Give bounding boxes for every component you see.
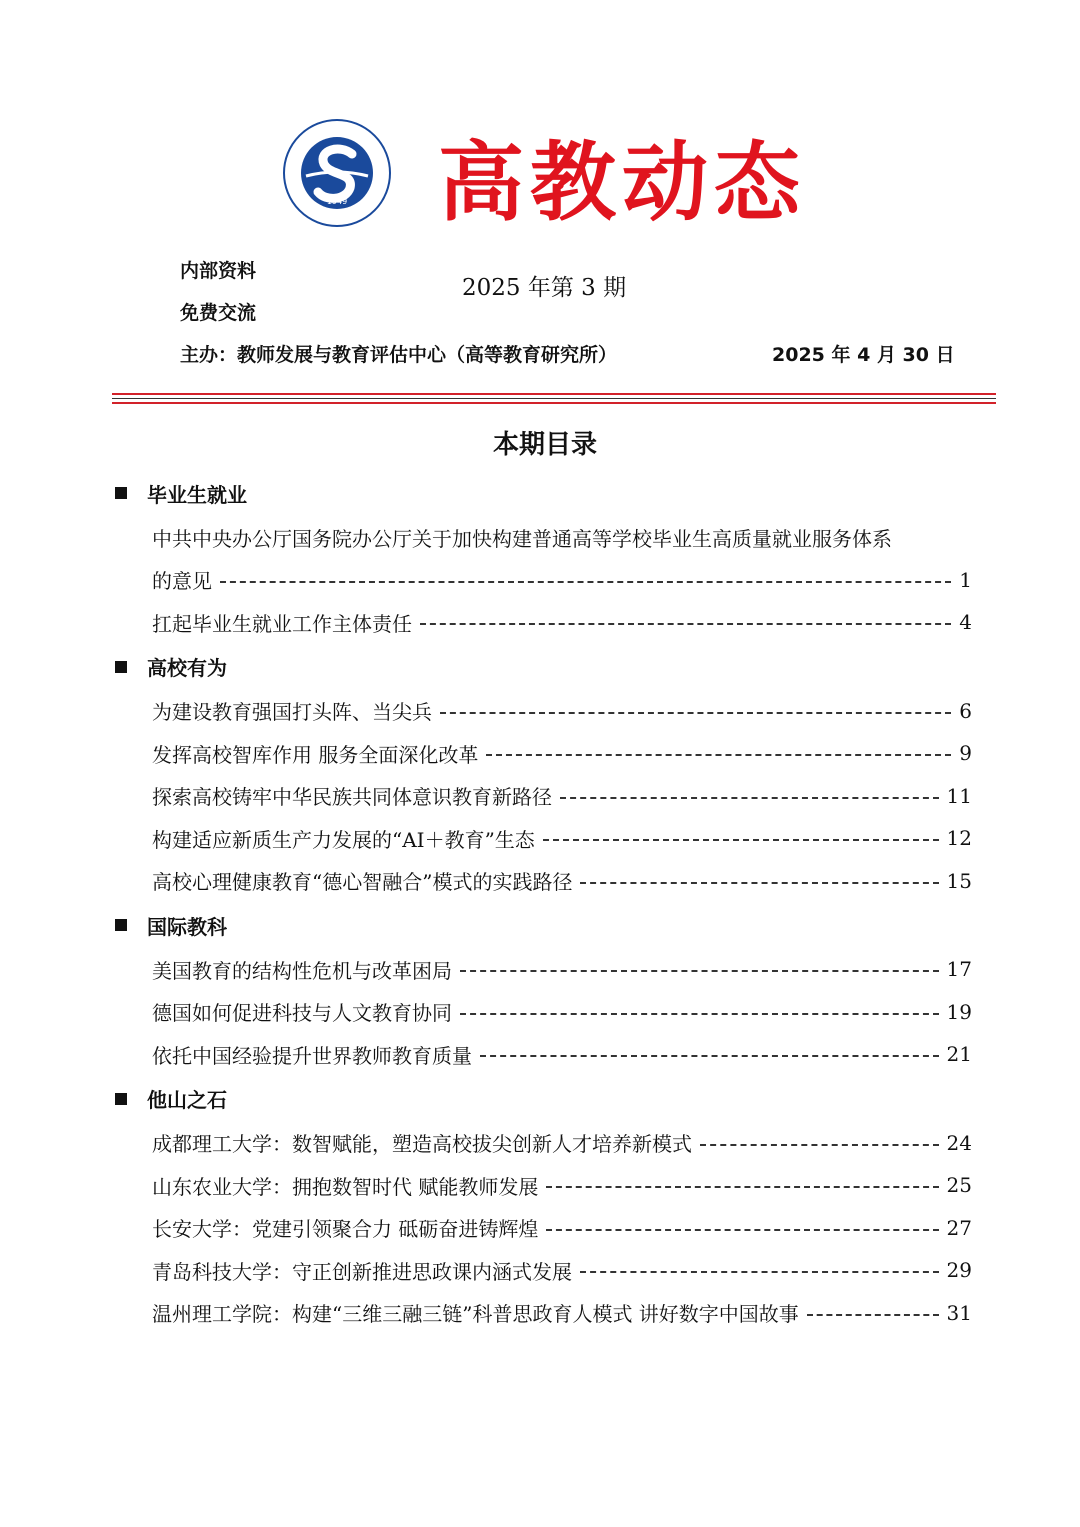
entry-title: 扛起毕业生就业工作主体责任 <box>152 611 412 636</box>
toc-entry[interactable] <box>152 948 972 991</box>
section-label: 国际教科 <box>147 914 227 939</box>
dot-leader <box>807 1314 939 1316</box>
toc-entry[interactable] <box>152 559 972 602</box>
logo-year: 1949 <box>326 197 348 206</box>
entry-title: 构建适应新质生产力发展的“AI＋教育”生态 <box>152 827 535 852</box>
toc-entry[interactable] <box>152 817 972 860</box>
toc-entry-title-line[interactable] <box>152 516 972 559</box>
entry-title: 发挥高校智库作用 服务全面深化改革 <box>152 742 479 767</box>
dot-leader <box>543 839 939 841</box>
toc-entry[interactable] <box>152 1207 972 1250</box>
toc-section <box>112 902 972 948</box>
section-label: 高校有为 <box>147 656 227 680</box>
toc-entry[interactable] <box>152 1249 972 1292</box>
toc-entry[interactable] <box>152 1033 972 1076</box>
toc-entry[interactable] <box>152 601 972 644</box>
dot-leader <box>440 712 951 714</box>
entry-page-number: 11 <box>946 783 972 808</box>
dot-leader <box>460 1013 939 1015</box>
entry-title: 依托中国经验提升世界教师教育质量 <box>152 1043 472 1068</box>
entry-title: 探索高校铸牢中华民族共同体意识教育新路径 <box>152 785 552 810</box>
dot-leader <box>560 797 939 799</box>
section-label: 他山之石 <box>147 1088 227 1112</box>
free-exchange-label: 免费交流 <box>180 302 257 324</box>
entry-page-number: 29 <box>946 1258 972 1283</box>
toc-entry[interactable] <box>152 732 972 775</box>
table-of-contents <box>112 470 972 1334</box>
internal-material-label: 内部资料 <box>180 260 257 282</box>
dot-leader <box>460 970 939 972</box>
entry-page-number: 27 <box>946 1215 972 1240</box>
entry-title: 温州理工学院：构建“三维三融三链”科普思政育人模式 讲好数字中国故事 <box>152 1302 799 1327</box>
toc-entry[interactable] <box>152 1164 972 1207</box>
toc-entry[interactable] <box>152 775 972 818</box>
entry-page-number: 25 <box>946 1173 972 1198</box>
entry-page-number: 24 <box>946 1130 972 1155</box>
dot-leader <box>480 1055 939 1057</box>
toc-section <box>112 644 972 690</box>
header-rule-red-bottom <box>112 402 996 404</box>
entry-page-number: 4 <box>959 610 972 635</box>
dot-leader <box>580 882 938 884</box>
square-bullet-icon <box>115 661 127 673</box>
toc-entry[interactable] <box>152 1292 972 1335</box>
section-label: 毕业生就业 <box>147 482 247 507</box>
entry-title: 高校心理健康教育“德心智融合”模式的实践路径 <box>152 870 573 895</box>
sponsor-line: 主办：教师发展与教育评估中心（高等教育研究所） <box>180 344 618 366</box>
entry-page-number: 31 <box>946 1300 972 1325</box>
toc-entry[interactable] <box>152 1122 972 1165</box>
entry-title-line1: 中共中央办公厅国务院办公厅关于加快构建普通高等学校毕业生高质量就业服务体系 <box>152 526 892 551</box>
publication-title: 高教动态 <box>438 132 806 233</box>
square-bullet-icon <box>115 919 127 931</box>
dot-leader <box>546 1186 938 1188</box>
entry-page-number: 19 <box>946 999 972 1024</box>
dot-leader <box>546 1229 938 1231</box>
header-rule-red-top <box>112 393 996 395</box>
issue-number: 2025 年第 3 期 <box>462 275 627 301</box>
square-bullet-icon <box>115 487 127 499</box>
entry-page-number: 12 <box>946 826 972 851</box>
entry-title: 的意见 <box>152 569 212 594</box>
dot-leader <box>486 754 951 756</box>
toc-heading: 本期目录 <box>492 430 597 460</box>
publication-date: 2025 年 4 月 30 日 <box>772 344 955 366</box>
entry-page-number: 9 <box>959 741 972 766</box>
entry-title: 青岛科技大学：守正创新推进思政课内涵式发展 <box>152 1259 572 1284</box>
entry-title: 美国教育的结构性危机与改革困局 <box>152 958 452 983</box>
toc-entry[interactable] <box>152 991 972 1034</box>
dot-leader <box>420 623 951 625</box>
entry-title: 长安大学：党建引领聚合力 砥砺奋进铸辉煌 <box>152 1217 539 1242</box>
entry-page-number: 17 <box>946 957 972 982</box>
dot-leader <box>580 1271 939 1273</box>
toc-section <box>112 470 972 516</box>
toc-entry[interactable] <box>152 690 972 733</box>
toc-entry[interactable] <box>152 860 972 903</box>
entry-title: 为建设教育强国打头阵、当尖兵 <box>152 700 432 725</box>
dot-leader <box>700 1144 939 1146</box>
toc-section <box>112 1076 972 1122</box>
entry-title: 成都理工大学：数智赋能，塑造高校拔尖创新人才培养新模式 <box>152 1132 692 1157</box>
square-bullet-icon <box>115 1093 127 1105</box>
entry-title: 山东农业大学：拥抱数智时代 赋能教师发展 <box>152 1174 539 1199</box>
dot-leader <box>220 581 951 583</box>
university-seal-icon <box>282 118 392 228</box>
entry-page-number: 1 <box>959 567 972 592</box>
entry-page-number: 21 <box>946 1042 972 1067</box>
entry-page-number: 6 <box>959 698 972 723</box>
entry-title: 德国如何促进科技与人文教育协同 <box>152 1001 452 1026</box>
header-rule-black <box>112 398 996 399</box>
entry-page-number: 15 <box>946 868 972 893</box>
